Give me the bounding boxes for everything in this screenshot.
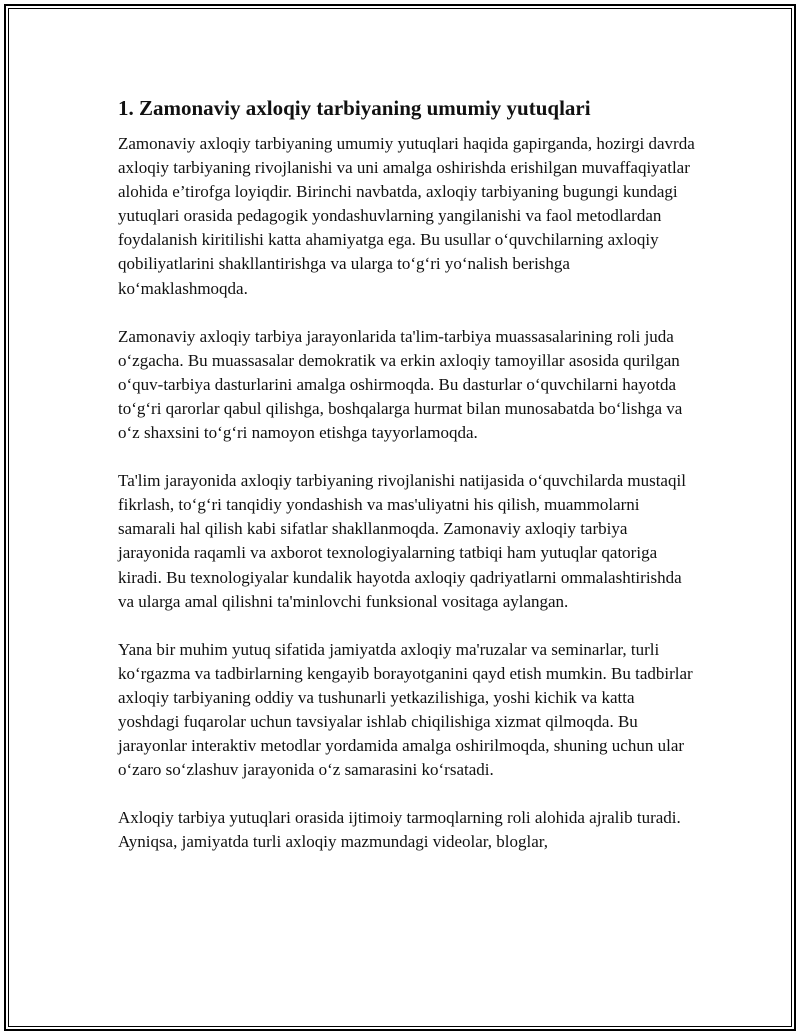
section-heading: 1. Zamonaviy axloqiy tarbiyaning umumiy yutuqlari <box>118 96 591 120</box>
paragraph-3: Ta'lim jarayonida axloqiy tarbiyaning rivojlanishi natijasida o‘quvchilarda mustaqil fikrlash, to‘g‘ri tanqidiy yondashish va mas'uliyatni his qilish, muammolarni samarali hal qilish kabi sifatlar shakllanmoqda. Zamonaviy axloqiy tarbiya jarayonida raqamli va axborot texnologiyalarning tatbiqi ham yutuqlar qatoriga kiradi. Bu texnologiyalar kundalik hayotda axloqiy qadriyatlarni ommalashtirishda va ularga amal qilishni ta'minlovchi funksional vositaga aylangan. <box>118 471 686 611</box>
document-body <box>118 94 698 878</box>
paragraph-1: Zamonaviy axloqiy tarbiyaning umumiy yutuqlari haqida gapirganda, hozirgi davrda axloqiy tarbiyaning rivojlanishi va uni amalga oshirishda erishilgan muvaffaqiyatlar alohida e’tirofga loyiqdir. Birinchi navbatda, axloqiy tarbiyaning bugungi kundagi yutuqlari orasida pedagogik yondashuvlarning yangilanishi va faol metodlardan foydalanish kiritilishi katta ahamiyatga ega. Bu usullar o‘quvchilarning axloqiy qobiliyatlarini shakllantirishga va ularga to‘g‘ri yo‘nalish berishga ko‘maklashmoqda. <box>118 134 695 298</box>
paragraph-2: Zamonaviy axloqiy tarbiya jarayonlarida ta'lim-tarbiya muassasalarining roli juda o‘zgacha. Bu muassasalar demokratik va erkin axloqiy tamoyillar asosida qurilgan o‘quv-tarbiya dasturlarini amalga oshirmoqda. Bu dasturlar o‘quvchilarni hayotda to‘g‘ri qarorlar qabul qilishga, boshqalarga hurmat bilan munosabatda bo‘lishga va o‘z shaxsini to‘g‘ri namoyon etishga tayyorlamoqda. <box>118 326 683 443</box>
paragraph-4: Yana bir muhim yutuq sifatida jamiyatda axloqiy ma'ruzalar va seminarlar, turli ko‘rgazma va tadbirlarning kengayib borayotganini qayd etish mumkin. Bu tadbirlar axloqiy tarbiyaning oddiy va tushunarli yetkazilishiga, yoshi kichik va katta yoshdagi fuqarolar uchun tavsiyalar ishlab chiqilishiga xizmat qilmoqda. Bu jarayonlar interaktiv metodlar yordamida amalga oshirilmoqda, shuning uchun ular o‘zaro so‘zlashuv jarayonida o‘z samarasini ko‘rsatadi. <box>118 639 693 780</box>
paragraph-5: Axloqiy tarbiya yutuqlari orasida ijtimoiy tarmoqlarning roli alohida ajralib turadi. Ayniqsa, jamiyatda turli axloqiy mazmundagi videolar, bloglar, <box>118 808 681 852</box>
